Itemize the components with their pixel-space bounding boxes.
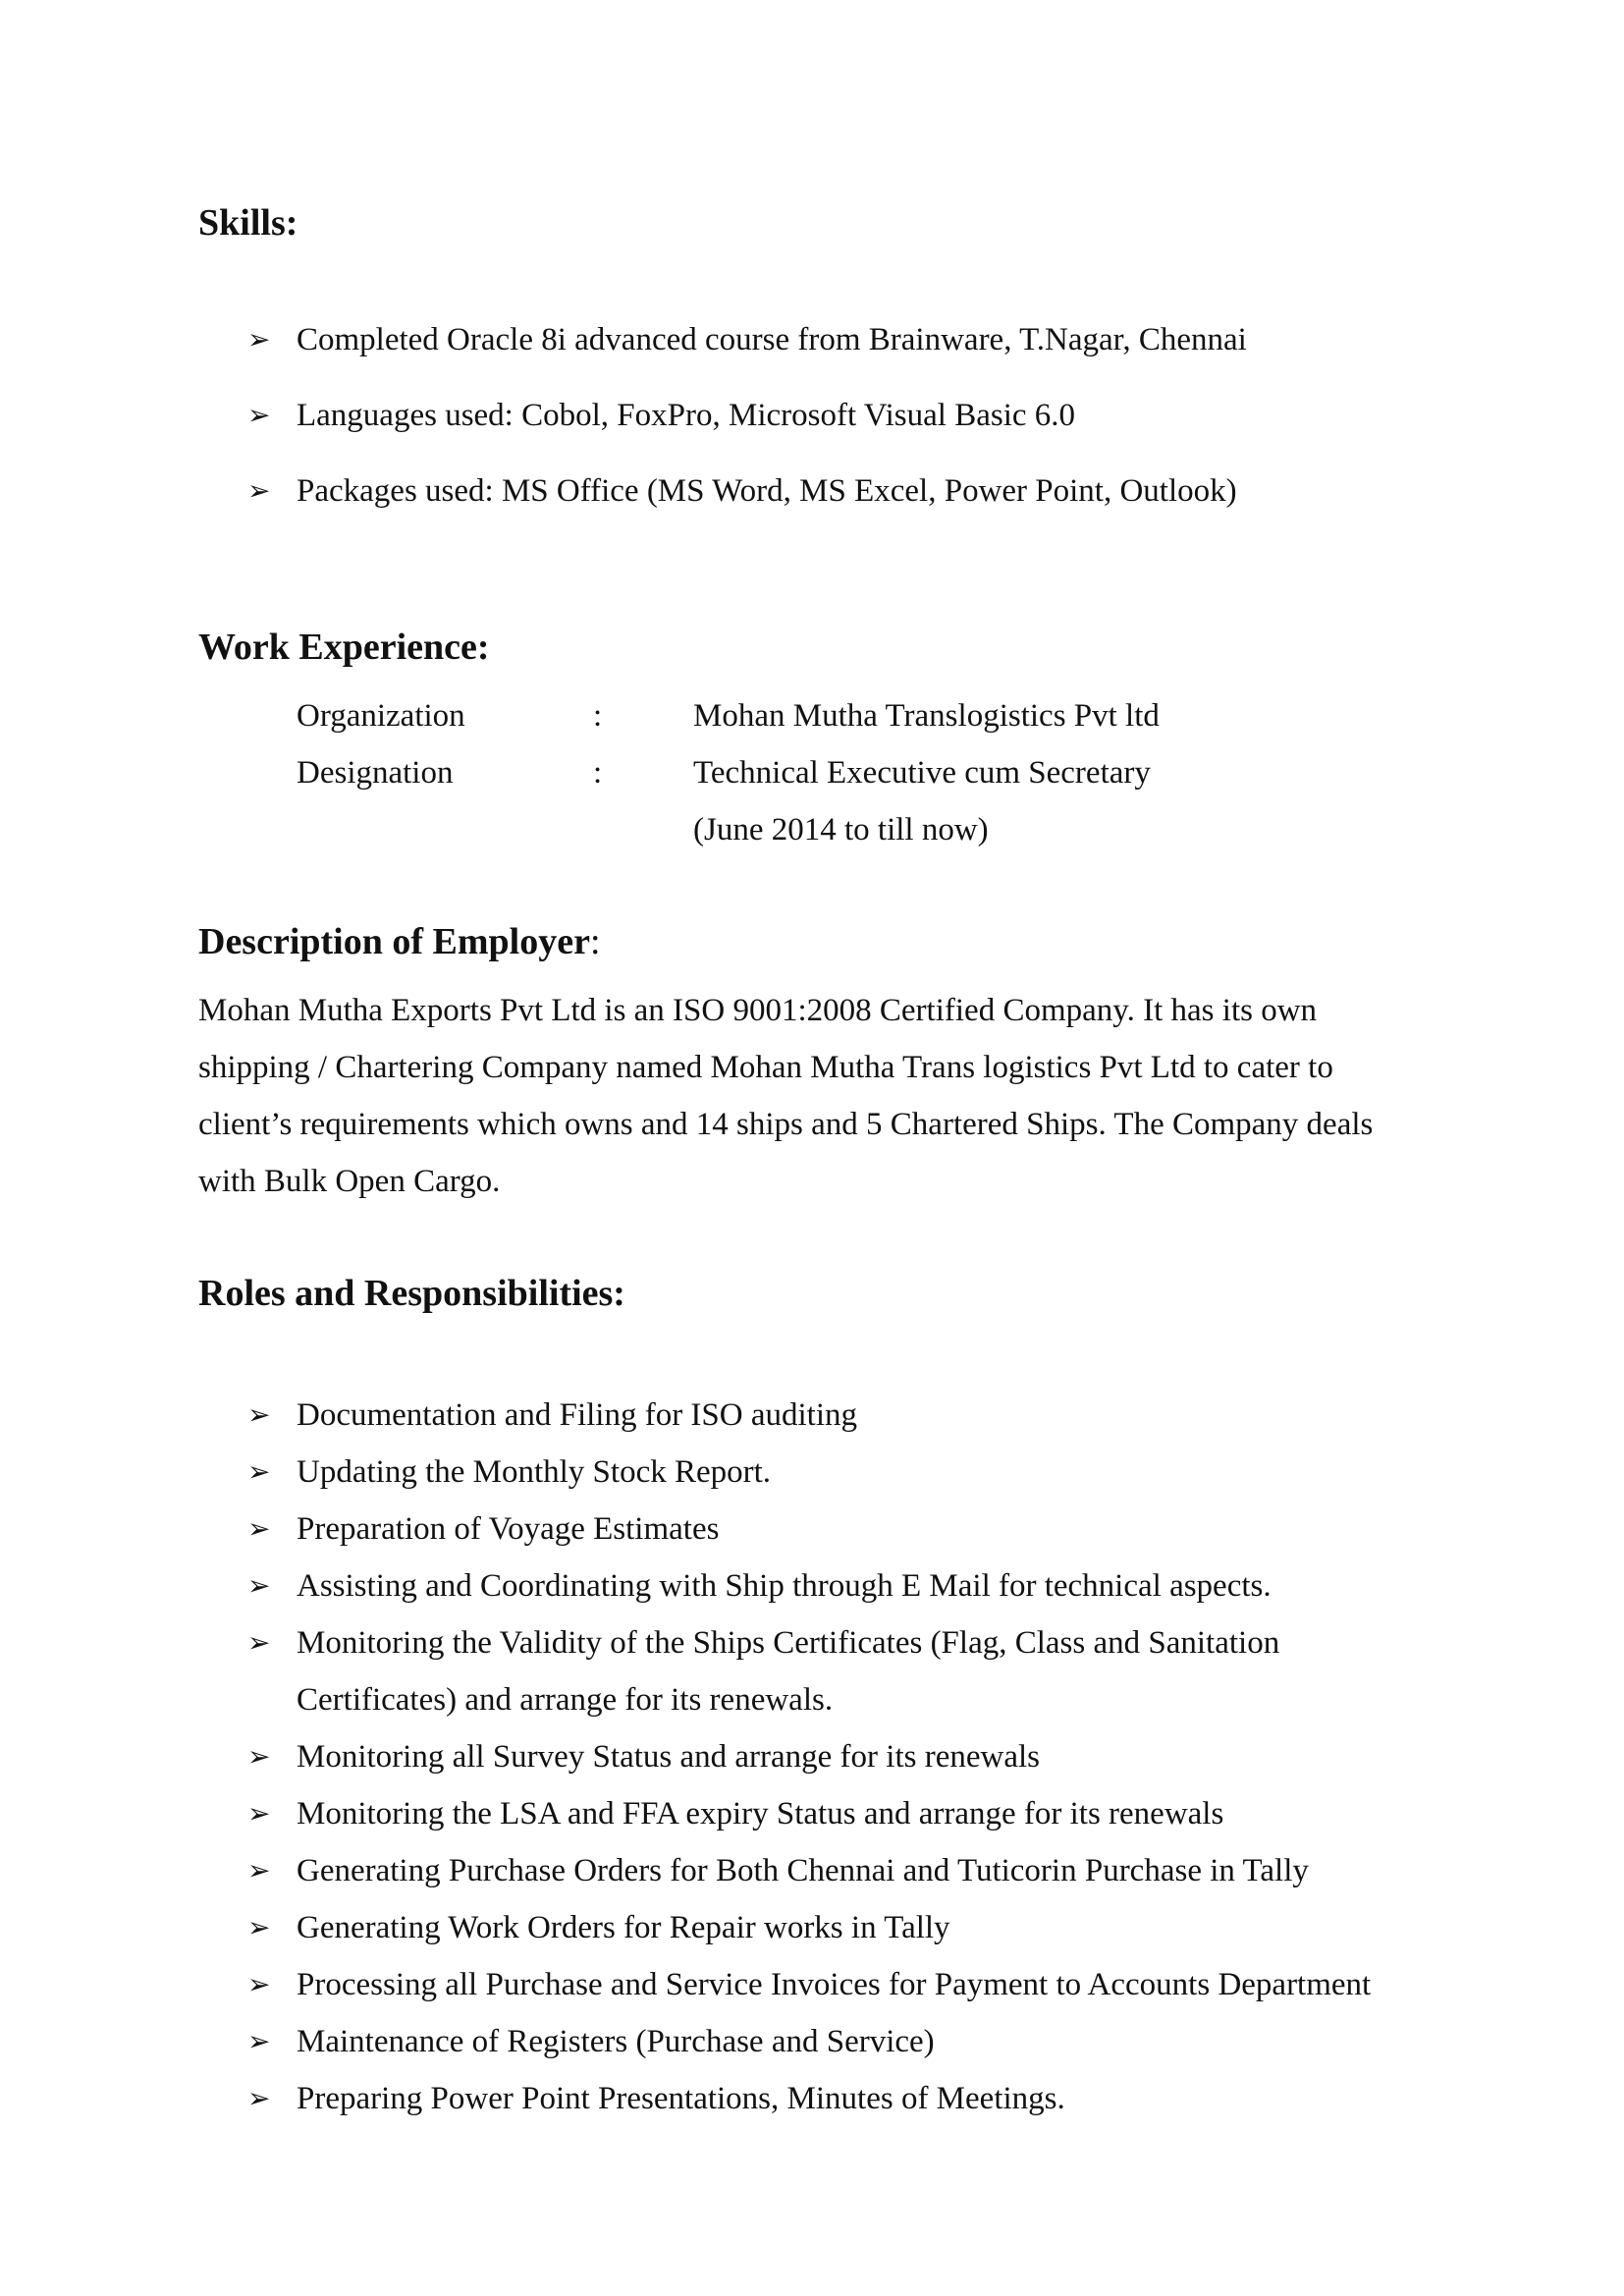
- roles-item-text: Monitoring the LSA and FFA expiry Status and arrange for its renewals: [297, 1796, 1224, 1831]
- arrow-bullet-icon: ➢: [247, 1911, 271, 1943]
- roles-item: [247, 1899, 1371, 1956]
- arrow-bullet-icon: ➢: [247, 474, 271, 507]
- skills-item: [247, 471, 1247, 547]
- roles-item-text: Generating Purchase Orders for Both Chennai and Tuticorin Purchase in Tally: [297, 1853, 1309, 1888]
- skills-item-text: Languages used: Cobol, FoxPro, Microsoft Visual Basic 6.0: [297, 398, 1076, 433]
- roles-item: [247, 1728, 1371, 1785]
- roles-item-text: Assisting and Coordinating with Ship through E Mail for technical aspects.: [297, 1568, 1272, 1604]
- roles-item: [247, 1387, 1371, 1444]
- roles-item: [247, 2070, 1371, 2127]
- roles-item-text: Preparing Power Point Presentations, Minutes of Meetings.: [297, 2081, 1065, 2116]
- designation-separator: :: [593, 755, 603, 791]
- arrow-bullet-icon: ➢: [247, 1455, 271, 1488]
- employer-heading: [198, 923, 601, 960]
- skills-item: [247, 396, 1247, 471]
- roles-list: [247, 1387, 1371, 2127]
- skills-item: [247, 320, 1247, 396]
- roles-item: [247, 1614, 1371, 1728]
- roles-item-text: Preparation of Voyage Estimates: [297, 1511, 720, 1547]
- organization-value: Mohan Mutha Translogistics Pvt ltd: [693, 698, 1160, 734]
- work-experience-heading: Work Experience:: [198, 627, 490, 668]
- roles-item-text: Generating Work Orders for Repair works in Tally: [297, 1910, 950, 1945]
- arrow-bullet-icon: ➢: [247, 1398, 271, 1431]
- organization-separator: :: [593, 698, 603, 734]
- roles-item-text: Maintenance of Registers (Purchase and Service): [297, 2024, 935, 2059]
- skills-item-text: Completed Oracle 8i advanced course from Brainware, T.Nagar, Chennai: [297, 322, 1247, 357]
- roles-item: [247, 1842, 1371, 1899]
- roles-item: [247, 2013, 1371, 2070]
- roles-item-text-continued: Certificates) and arrange for its renewals.: [297, 1682, 834, 1718]
- roles-heading: Roles and Responsibilities:: [198, 1273, 625, 1314]
- organization-label: Organization: [297, 698, 465, 734]
- designation-label: Designation: [297, 755, 454, 791]
- arrow-bullet-icon: ➢: [247, 323, 271, 355]
- skills-heading: Skills:: [198, 202, 298, 244]
- roles-item: [247, 1444, 1371, 1501]
- roles-item-text: Updating the Monthly Stock Report.: [297, 1454, 772, 1490]
- roles-item: [247, 1785, 1371, 1842]
- arrow-bullet-icon: ➢: [247, 1968, 271, 2000]
- arrow-bullet-icon: ➢: [247, 1626, 271, 1659]
- employer-description: Mohan Mutha Exports Pvt Ltd is an ISO 9001:2008 Certified Company. It has its own shipping / Chartering Company named Mohan Mutha Trans logistics Pvt Ltd to cater to client’s requirements which owns and 14 ships and 5 Chartered Ships. The Company deals with Bulk Open Cargo.: [198, 993, 1374, 1199]
- roles-item-text: Monitoring all Survey Status and arrange for its renewals: [297, 1739, 1040, 1775]
- skills-item-text: Packages used: MS Office (MS Word, MS Excel, Power Point, Outlook): [297, 473, 1237, 509]
- arrow-bullet-icon: ➢: [247, 1512, 271, 1545]
- employer-heading-colon: :: [589, 921, 601, 962]
- roles-item-text: Monitoring the Validity of the Ships Certificates (Flag, Class and Sanitation: [297, 1625, 1280, 1661]
- designation-value: Technical Executive cum Secretary: [693, 755, 1151, 791]
- arrow-bullet-icon: ➢: [247, 1569, 271, 1602]
- employment-period: (June 2014 to till now): [693, 812, 989, 847]
- arrow-bullet-icon: ➢: [247, 1740, 271, 1773]
- roles-item: [247, 1558, 1371, 1614]
- arrow-bullet-icon: ➢: [247, 1854, 271, 1886]
- arrow-bullet-icon: ➢: [247, 2025, 271, 2057]
- roles-item-text: Documentation and Filing for ISO auditing: [297, 1397, 858, 1433]
- employer-heading-text: Description of Employer: [198, 921, 590, 962]
- skills-list: [247, 320, 1247, 547]
- roles-item: [247, 1956, 1371, 2013]
- arrow-bullet-icon: ➢: [247, 2082, 271, 2114]
- roles-item: [247, 1501, 1371, 1558]
- arrow-bullet-icon: ➢: [247, 399, 271, 431]
- arrow-bullet-icon: ➢: [247, 1797, 271, 1830]
- roles-item-text: Processing all Purchase and Service Invoices for Payment to Accounts Department: [297, 1967, 1372, 2002]
